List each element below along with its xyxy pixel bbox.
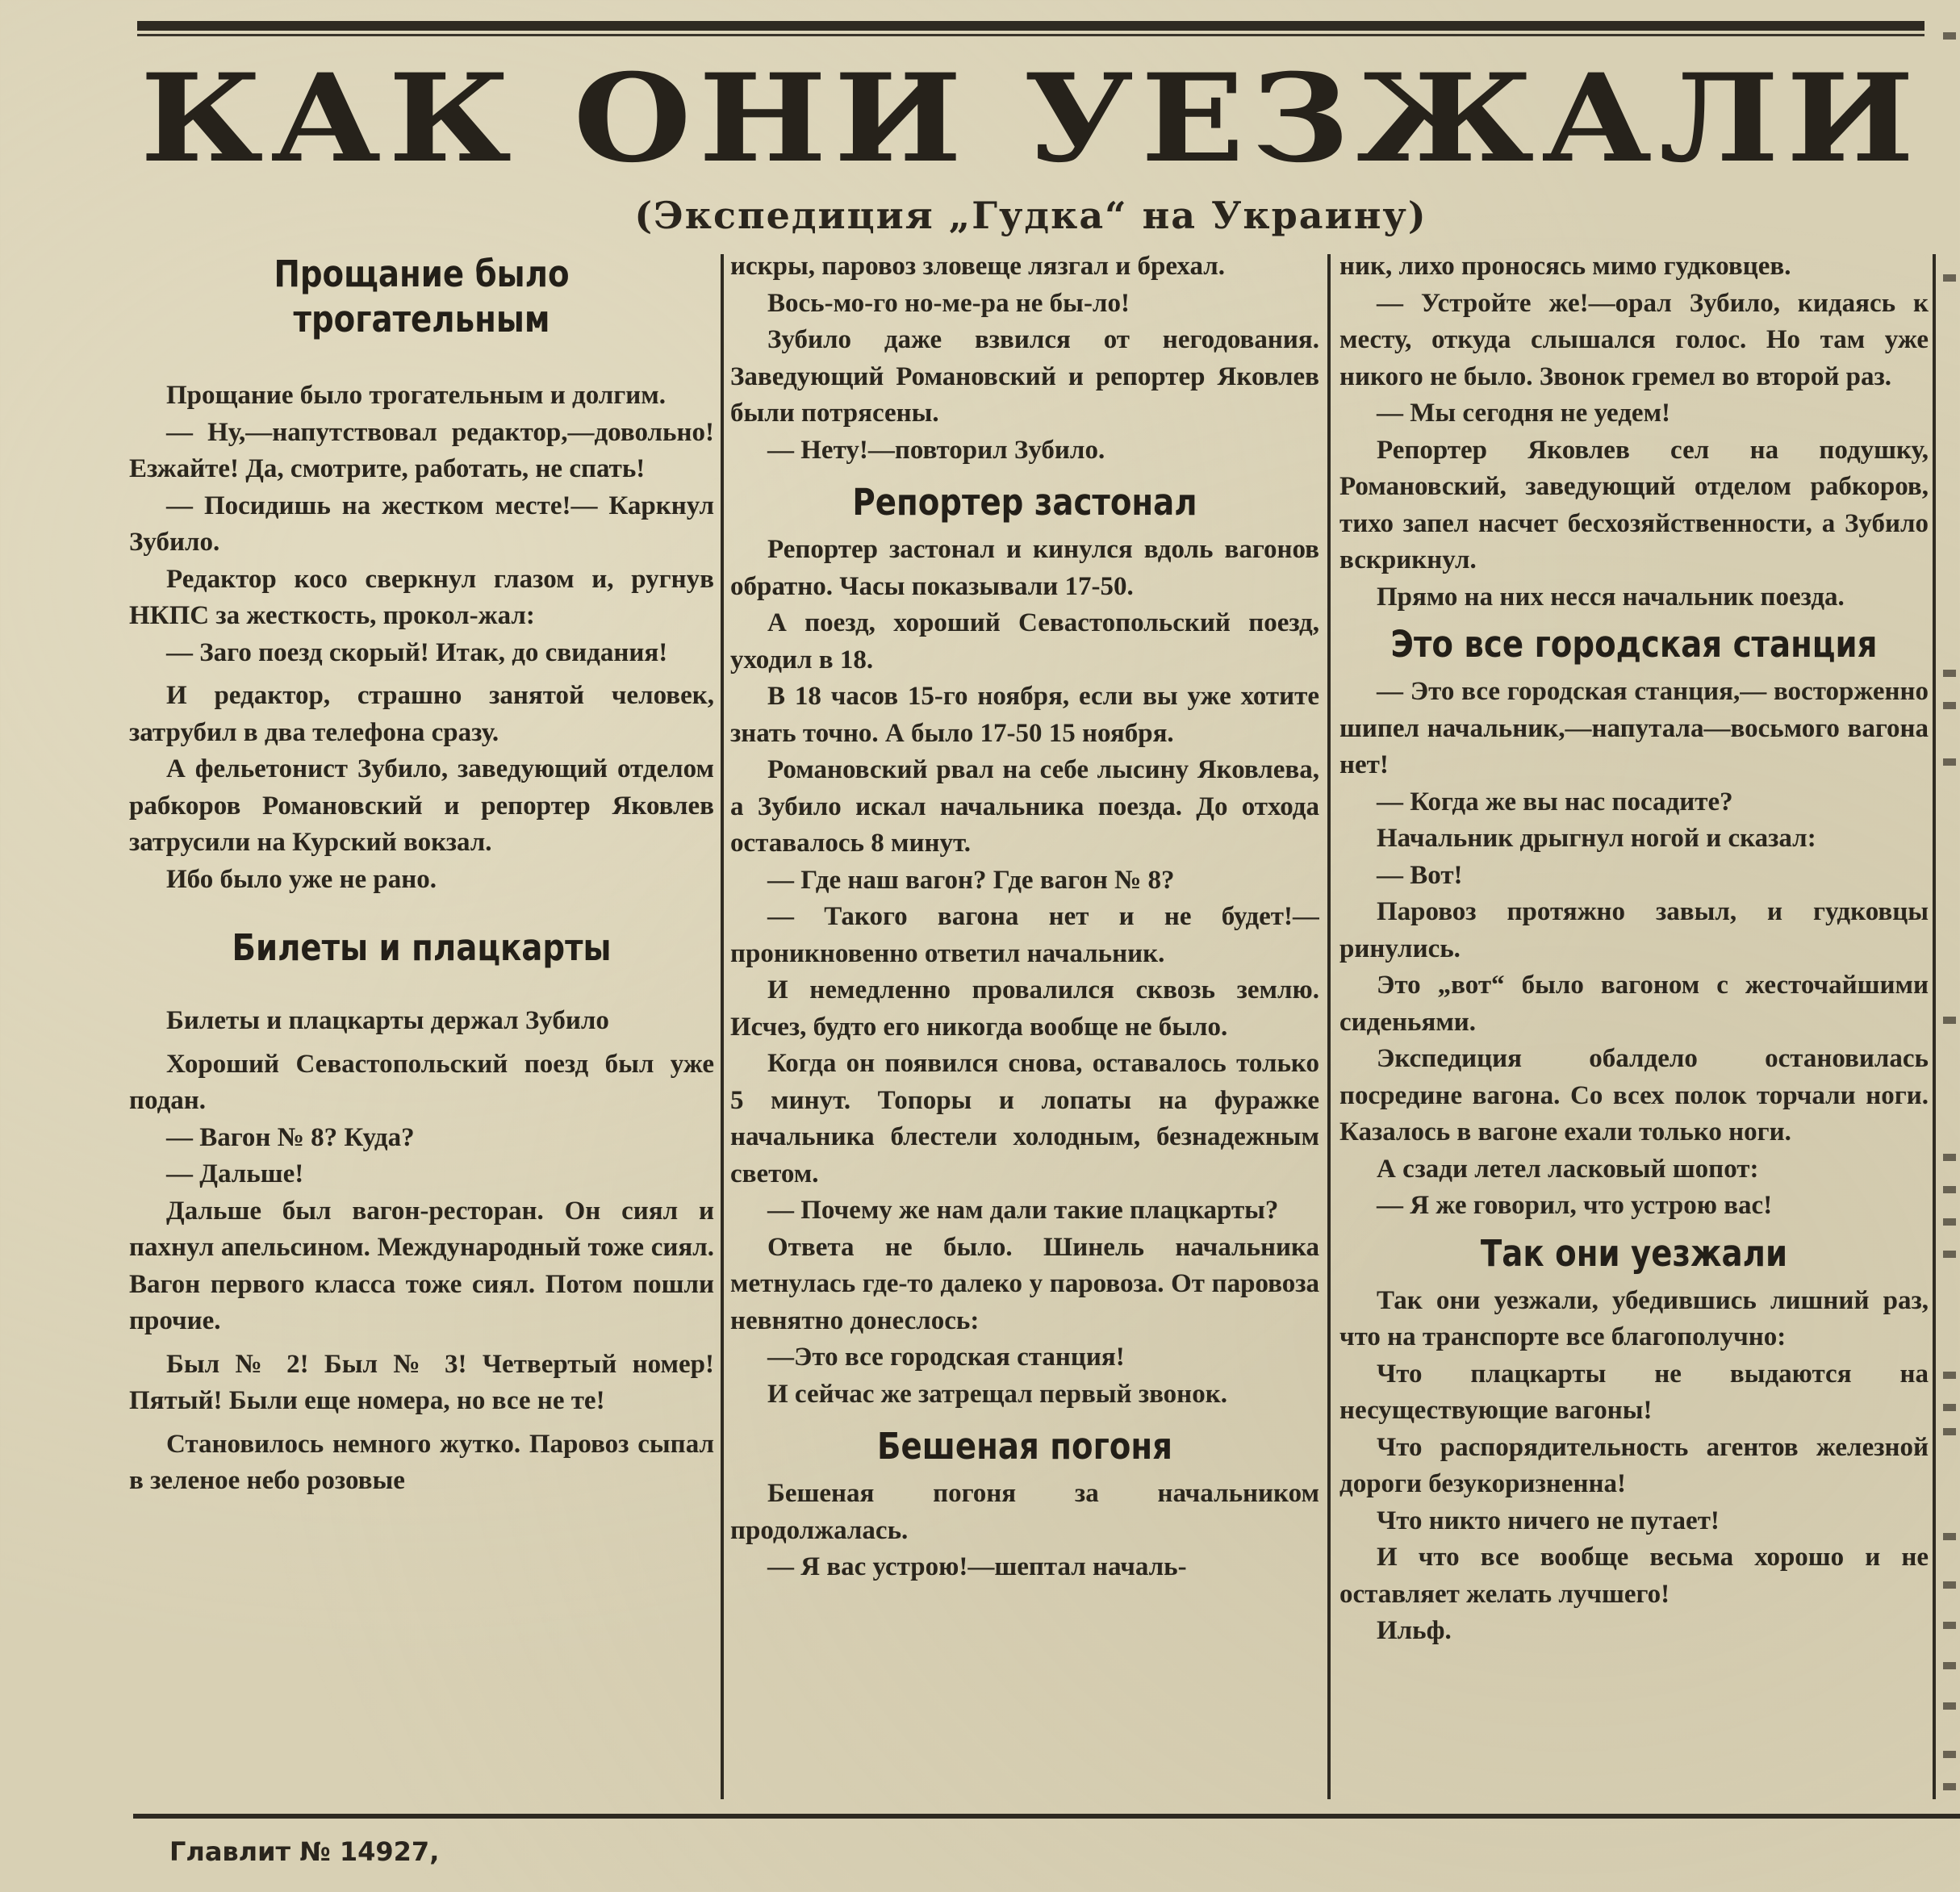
paragraph: Прямо на них несся начальник поезда. <box>1377 582 1845 612</box>
paragraph: — Посидишь на жестком месте!— Каркнул Зубило. <box>129 491 714 557</box>
column-1 <box>129 249 714 1802</box>
paragraph: А поезд, хороший Севастопольский поезд, уходил в 18. <box>730 608 1319 675</box>
paragraph: А сзади летел ласковый шопот: <box>1377 1154 1759 1184</box>
column-divider <box>1933 254 1936 1799</box>
paragraph: Дальше был вагон-ресторан. Он сиял и пахнул апельсином. Международный тоже сиял. Вагон первого класса тоже сиял. Потом пошли прочие. <box>129 1196 714 1335</box>
paragraph: Когда он появился снова, оставалось только 5 минут. Топоры и лопаты на фуражке начальника блестели холодным, безнадежным светом. <box>730 1049 1319 1188</box>
paragraph: Становилось немного жутко. Паровоз сыпал в зеленое небо розовые <box>129 1429 714 1495</box>
paragraph: Был № 2! Был № 3! Четвертый номер! Пятый! Были еще номера, но все не те! <box>129 1349 714 1415</box>
paragraph: ник, лихо проносясь мимо гудковцев. <box>1339 252 1791 281</box>
paragraph: — Мы сегодня не уедем! <box>1377 399 1671 428</box>
paragraph: — Где наш вагон? Где вагон № 8? <box>767 865 1175 895</box>
paragraph: И редактор, страшно занятой человек, затрубил в два телефона сразу. <box>129 681 714 747</box>
paragraph: Это „вот“ было вагоном с жесточайшими сиденьями. <box>1339 971 1929 1037</box>
author-signature: Ильф. <box>1377 1616 1452 1645</box>
paragraph: — Ну,—напутствовал редактор,—довольно! Езжайте! Да, смотрите, работать, не спать! <box>129 417 714 483</box>
censor-number: Главлит № 14927, <box>169 1836 440 1867</box>
column-2 <box>730 249 1319 1802</box>
paragraph: —Это все городская станция! <box>767 1343 1125 1372</box>
section-heading: Репортер застонал <box>852 481 1197 524</box>
paragraph: Бешеная погоня за начальником продолжалась. <box>730 1479 1319 1545</box>
article-subtitle: (Экспедиция „Гудка“ на Украину) <box>634 194 1427 237</box>
paragraph: — Вагон № 8? Куда? <box>166 1122 415 1152</box>
column-divider <box>721 254 724 1799</box>
paragraph: — Когда же вы нас посадите? <box>1377 787 1733 817</box>
paragraph: Ответа не было. Шинель начальника метнулась где-то далеко у паровоза. От паровоза невнятно донеслось: <box>730 1232 1319 1335</box>
section-heading: Это все городская станция <box>1390 623 1878 666</box>
paragraph: — Почему же нам дали такие плацкарты? <box>767 1196 1279 1225</box>
paragraph: Ибо было уже не рано. <box>166 864 437 894</box>
section-heading: Прощание было трогательным <box>274 253 570 340</box>
paragraph: — Дальше! <box>166 1159 304 1188</box>
article-title: КАК ОНИ УЕЗЖАЛИ <box>140 48 1922 190</box>
paragraph: Хороший Севастопольский поезд был уже подан. <box>129 1049 714 1115</box>
top-rule-thin <box>137 34 1924 36</box>
paragraph: — Заго поезд скорый! Итак, до свидания! <box>166 637 668 667</box>
paragraph: Романовский рвал на себе лысину Яковлева, а Зубило искал начальника поезда. До отхода оставалось 8 минут. <box>730 755 1319 858</box>
paragraph: Редактор косо сверкнул глазом и, ругнув НКПС за жесткость, прокол-жал: <box>129 564 714 630</box>
section-heading: Бешеная погоня <box>876 1425 1172 1468</box>
paragraph: искры, паровоз зловеще лязгал и брехал. <box>730 252 1226 281</box>
paragraph: И сейчас же затрещал первый звонок. <box>767 1379 1227 1409</box>
paragraph: Репортер Яковлев сел на подушку, Романовский, заведующий отделом рабкоров, тихо запел насчет бесхозяйственности, а Зубило вскрикнул. <box>1339 435 1929 574</box>
paragraph: — Вот! <box>1377 860 1463 890</box>
paragraph: — Это все городская станция,— восторженно шипел начальник,—напутала—восьмого вагона нет! <box>1339 677 1929 779</box>
paragraph: Вось-мо-го но-ме-ра не бы-ло! <box>767 288 1130 318</box>
paragraph: — Я же говорил, что устрою вас! <box>1377 1191 1773 1220</box>
column-3 <box>1339 249 1929 1802</box>
paragraph: И немедленно провалился сквозь землю. Исчез, будто его никогда вообще не было. <box>730 975 1319 1042</box>
paragraph: Экспедиция обалдело остановилась посредине вагона. Со всех полок торчали ноги. Казалось в вагоне ехали только ноги. <box>1339 1044 1929 1146</box>
paragraph: Что никто ничего не путает! <box>1377 1506 1720 1535</box>
paragraph: Что плацкарты не выдаются на несуществующие вагоны! <box>1339 1359 1929 1425</box>
paragraph: Так они уезжали, убедившись лишний раз, что на транспорте все благополучно: <box>1339 1285 1929 1351</box>
bottom-rule <box>133 1814 1960 1819</box>
top-rule <box>137 21 1924 31</box>
paragraph: Зубило даже взвился от негодования. Заведующий Романовский и репортер Яковлев были потрясены. <box>730 325 1319 428</box>
paragraph: — Я вас устрою!—шептал началь- <box>767 1552 1187 1581</box>
paragraph: — Такого вагона нет и не будет!— проникновенно ответил начальник. <box>730 902 1319 968</box>
adjacent-column-fragment <box>1938 0 1960 1892</box>
section-heading: Билеты и плацкарты <box>232 926 612 969</box>
section-heading: Так они уезжали <box>1480 1231 1788 1275</box>
paragraph: — Устройте же!—орал Зубило, кидаясь к месту, откуда слышался голос. Но там уже никого не было. Звонок гремел во второй раз. <box>1339 288 1929 391</box>
paragraph: — Нету!—повторил Зубило. <box>767 435 1105 465</box>
paragraph: Паровоз протяжно завыл, и гудковцы ринулись. <box>1339 897 1929 963</box>
paragraph: А фельетонист Зубило, заведующий отделом рабкоров Романовский и репортер Яковлев затрусили на Курский вокзал. <box>129 754 714 857</box>
paragraph: Репортер застонал и кинулся вдоль вагонов обратно. Часы показывали 17-50. <box>730 535 1319 601</box>
paragraph: Что распорядительность агентов железной дороги безукоризненна! <box>1339 1432 1929 1498</box>
column-divider <box>1327 254 1331 1799</box>
paragraph: И что все вообще весьма хорошо и не оставляет желать лучшего! <box>1339 1543 1929 1609</box>
paragraph: Прощание было трогательным и долгим. <box>166 381 667 410</box>
paragraph: Билеты и плацкарты держал Зубило <box>166 1006 609 1035</box>
paragraph: В 18 часов 15-го ноября, если вы уже хотите знать точно. А было 17-50 15 ноября. <box>730 682 1319 748</box>
paragraph: Начальник дрыгнул ногой и сказал: <box>1377 824 1816 853</box>
